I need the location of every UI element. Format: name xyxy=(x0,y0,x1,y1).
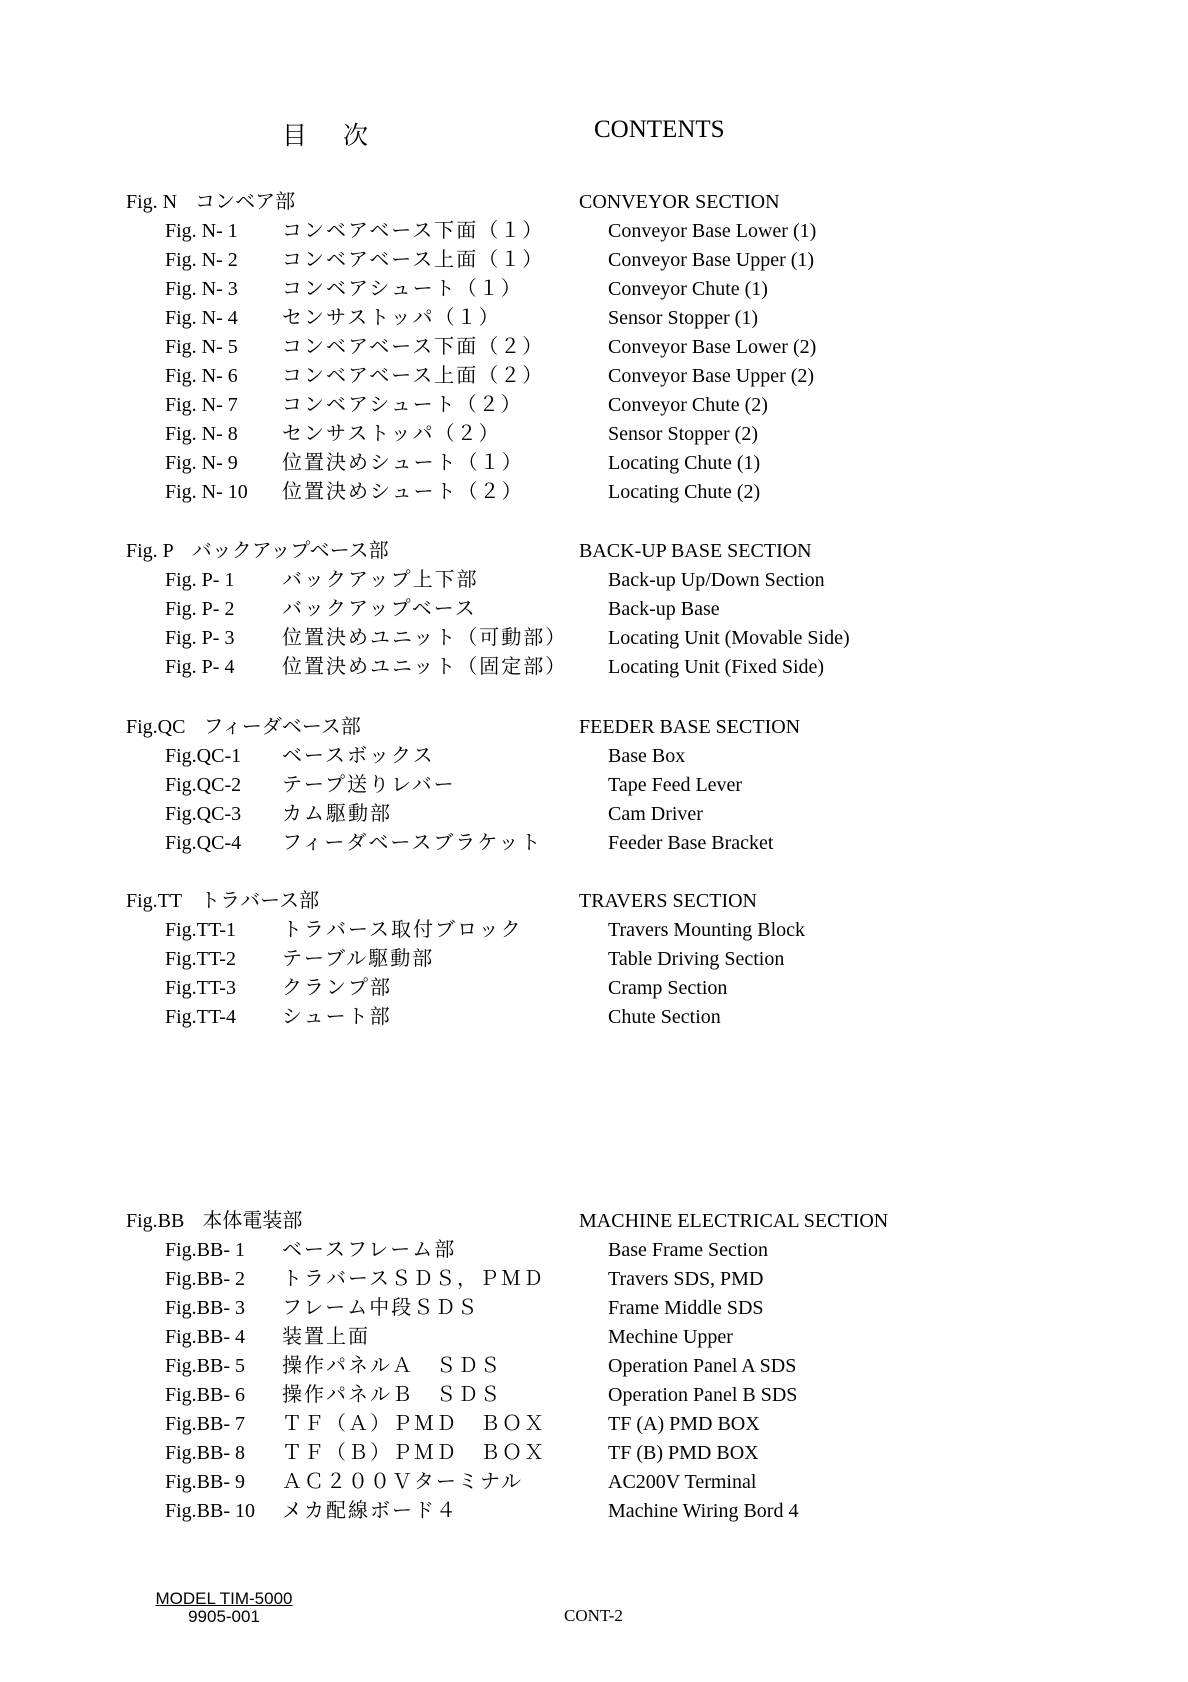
entry-title-english: Conveyor Base Lower (1) xyxy=(608,220,817,242)
entry-title-japanese: シュート部 xyxy=(282,1006,392,1028)
entry-title-japanese: テーブル駆動部 xyxy=(282,948,435,970)
section-fig-label: Fig. P xyxy=(126,540,174,562)
section-heading-english: MACHINE ELECTRICAL SECTION xyxy=(579,1210,889,1232)
section-title-japanese: コンベア部 xyxy=(195,191,296,213)
entry-title-english: Sensor Stopper (1) xyxy=(608,307,758,329)
entry-title-english: Tape Feed Lever xyxy=(608,774,743,796)
entry-title-japanese: カム駆動部 xyxy=(282,803,392,825)
figure-number: Fig. N- 4 xyxy=(165,307,238,329)
figure-number: Fig.QC-1 xyxy=(165,745,242,767)
entry-title-english: Base Frame Section xyxy=(608,1239,768,1261)
figure-number: Fig.BB- 10 xyxy=(165,1500,256,1522)
entry-title-japanese: センサストッパ（１） xyxy=(282,307,501,329)
entry-title-english: Travers Mounting Block xyxy=(608,919,806,941)
figure-number: Fig.BB- 7 xyxy=(165,1413,246,1435)
section-title-japanese: 本体電装部 xyxy=(202,1210,303,1232)
entry-title-english: Cam Driver xyxy=(608,803,703,825)
entry-title-english: Conveyor Base Upper (1) xyxy=(608,249,815,271)
entry-title-japanese: コンベアベース下面（２） xyxy=(282,336,545,358)
entry-title-japanese: ＡＣ２００Ｖターミナル xyxy=(282,1471,523,1493)
entry-title-japanese: コンベアシュート（２） xyxy=(282,394,523,416)
entry-title-japanese: バックアップベース xyxy=(282,598,477,620)
entry-title-english: Conveyor Base Upper (2) xyxy=(608,365,815,387)
figure-number: Fig.QC-3 xyxy=(165,803,242,825)
section-heading-english: FEEDER BASE SECTION xyxy=(579,716,801,738)
figure-number: Fig.BB- 1 xyxy=(165,1239,246,1261)
figure-number: Fig. N- 2 xyxy=(165,249,238,271)
figure-number: Fig.BB- 2 xyxy=(165,1268,246,1290)
section-fig-label: Fig.BB xyxy=(126,1210,185,1232)
entry-title-english: Machine Wiring Bord 4 xyxy=(608,1500,799,1522)
entry-title-english: Cramp Section xyxy=(608,977,728,999)
entry-title-english: Conveyor Chute (1) xyxy=(608,278,768,300)
entry-title-japanese: ベースボックス xyxy=(282,745,435,767)
figure-number: Fig.TT-2 xyxy=(165,948,236,970)
entry-title-english: Sensor Stopper (2) xyxy=(608,423,758,445)
section-heading-english: BACK-UP BASE SECTION xyxy=(579,540,812,562)
figure-number: Fig.BB- 3 xyxy=(165,1297,246,1319)
figure-number: Fig. N- 5 xyxy=(165,336,238,358)
entry-title-english: Operation Panel B SDS xyxy=(608,1384,798,1406)
figure-number: Fig.BB- 4 xyxy=(165,1326,246,1348)
entry-title-japanese: クランプ部 xyxy=(282,977,392,999)
section-heading-japanese xyxy=(126,1207,302,1236)
section-heading-japanese xyxy=(126,713,361,742)
entry-title-japanese: ベースフレーム部 xyxy=(282,1239,457,1261)
figure-number: Fig.BB- 8 xyxy=(165,1442,246,1464)
entry-title-japanese: フレーム中段ＳＤＳ xyxy=(282,1297,480,1319)
document-code: 9905-001 xyxy=(188,1607,260,1626)
figure-number: Fig.TT-3 xyxy=(165,977,236,999)
footer-model-block xyxy=(148,1590,300,1626)
figure-number: Fig. N- 3 xyxy=(165,278,238,300)
entry-title-japanese: トラバース取付ブロック xyxy=(282,919,523,941)
figure-number: Fig.TT-1 xyxy=(165,919,236,941)
figure-number: Fig.TT-4 xyxy=(165,1006,236,1028)
entry-title-english: Table Driving Section xyxy=(608,948,785,970)
entry-title-english: TF (A) PMD BOX xyxy=(608,1413,760,1435)
entry-title-english: Locating Unit (Fixed Side) xyxy=(608,656,825,678)
entry-title-japanese: コンベアベース上面（１） xyxy=(282,249,545,271)
entry-title-english: Base Box xyxy=(608,745,686,767)
entry-title-japanese: ＴＦ（Ｂ）ＰＭＤ ＢＯＸ xyxy=(282,1442,546,1464)
entry-title-japanese: コンベアベース下面（１） xyxy=(282,220,545,242)
entry-title-japanese: コンベアシュート（１） xyxy=(282,278,523,300)
entry-title-japanese: 位置決めユニット（固定部） xyxy=(282,656,568,678)
entry-title-japanese: コンベアベース上面（２） xyxy=(282,365,545,387)
entry-title-english: Back-up Up/Down Section xyxy=(608,569,825,591)
entry-title-japanese: メカ配線ボード４ xyxy=(282,1500,458,1522)
entry-title-japanese: センサストッパ（２） xyxy=(282,423,501,445)
entry-title-english: Travers SDS, PMD xyxy=(608,1268,764,1290)
entry-title-japanese: テープ送りレバー xyxy=(282,774,456,796)
section-heading-japanese xyxy=(126,887,319,916)
figure-number: Fig. P- 3 xyxy=(165,627,235,649)
entry-title-japanese: 操作パネルＡ ＳＤＳ xyxy=(282,1355,502,1377)
page-title-english: CONTENTS xyxy=(594,116,725,143)
section-heading-japanese xyxy=(126,537,389,566)
figure-number: Fig.QC-4 xyxy=(165,832,242,854)
section-heading-english: TRAVERS SECTION xyxy=(579,890,757,912)
entry-title-japanese: ＴＦ（Ａ）ＰＭＤ ＢＯＸ xyxy=(282,1413,546,1435)
section-heading-english: CONVEYOR SECTION xyxy=(579,191,780,213)
section-title-japanese: トラバース部 xyxy=(200,890,320,912)
figure-number: Fig. N- 1 xyxy=(165,220,238,242)
figure-number: Fig.BB- 9 xyxy=(165,1471,246,1493)
entry-title-japanese: 位置決めシュート（２） xyxy=(282,481,524,503)
figure-number: Fig. N- 8 xyxy=(165,423,238,445)
page-title-japanese: 目次 xyxy=(282,123,405,150)
entry-title-english: Back-up Base xyxy=(608,598,720,620)
section-fig-label: Fig. N xyxy=(126,191,178,213)
figure-number: Fig. N- 6 xyxy=(165,365,238,387)
entry-title-english: Conveyor Chute (2) xyxy=(608,394,768,416)
entry-title-japanese: 位置決めシュート（１） xyxy=(282,452,524,474)
entry-title-japanese: バックアップ上下部 xyxy=(282,569,479,591)
figure-number: Fig. P- 4 xyxy=(165,656,235,678)
figure-number: Fig. P- 2 xyxy=(165,598,235,620)
figure-number: Fig. N- 10 xyxy=(165,481,248,503)
entry-title-english: Conveyor Base Lower (2) xyxy=(608,336,817,358)
section-fig-label: Fig.QC xyxy=(126,716,186,738)
section-title-japanese: バックアップベース部 xyxy=(191,540,389,562)
entry-title-english: TF (B) PMD BOX xyxy=(608,1442,759,1464)
section-fig-label: Fig.TT xyxy=(126,890,183,912)
figure-number: Fig.BB- 6 xyxy=(165,1384,246,1406)
page-number: CONT-2 xyxy=(564,1606,623,1625)
section-title-japanese: フィーダベース部 xyxy=(203,716,361,738)
entry-title-english: Locating Chute (2) xyxy=(608,481,761,503)
model-name: MODEL TIM-5000 xyxy=(155,1589,293,1608)
entry-title-english: Locating Unit (Movable Side) xyxy=(608,627,850,649)
section-heading-japanese xyxy=(126,188,295,217)
entry-title-japanese: 操作パネルＢ ＳＤＳ xyxy=(282,1384,502,1406)
figure-number: Fig.QC-2 xyxy=(165,774,242,796)
entry-title-english: Operation Panel A SDS xyxy=(608,1355,797,1377)
figure-number: Fig. N- 7 xyxy=(165,394,238,416)
figure-number: Fig.BB- 5 xyxy=(165,1355,246,1377)
figure-number: Fig. P- 1 xyxy=(165,569,235,591)
entry-title-english: Mechine Upper xyxy=(608,1326,733,1348)
entry-title-english: Locating Chute (1) xyxy=(608,452,761,474)
entry-title-japanese: フィーダベースブラケット xyxy=(282,832,543,854)
entry-title-english: Feeder Base Bracket xyxy=(608,832,774,854)
entry-title-japanese: トラバースＳＤＳ，ＰＭＤ xyxy=(282,1268,545,1290)
entry-title-japanese: 位置決めユニット（可動部） xyxy=(282,627,568,649)
entry-title-english: Chute Section xyxy=(608,1006,721,1028)
entry-title-english: Frame Middle SDS xyxy=(608,1297,764,1319)
figure-number: Fig. N- 9 xyxy=(165,452,238,474)
entry-title-english: AC200V Terminal xyxy=(608,1471,757,1493)
entry-title-japanese: 装置上面 xyxy=(282,1326,370,1348)
